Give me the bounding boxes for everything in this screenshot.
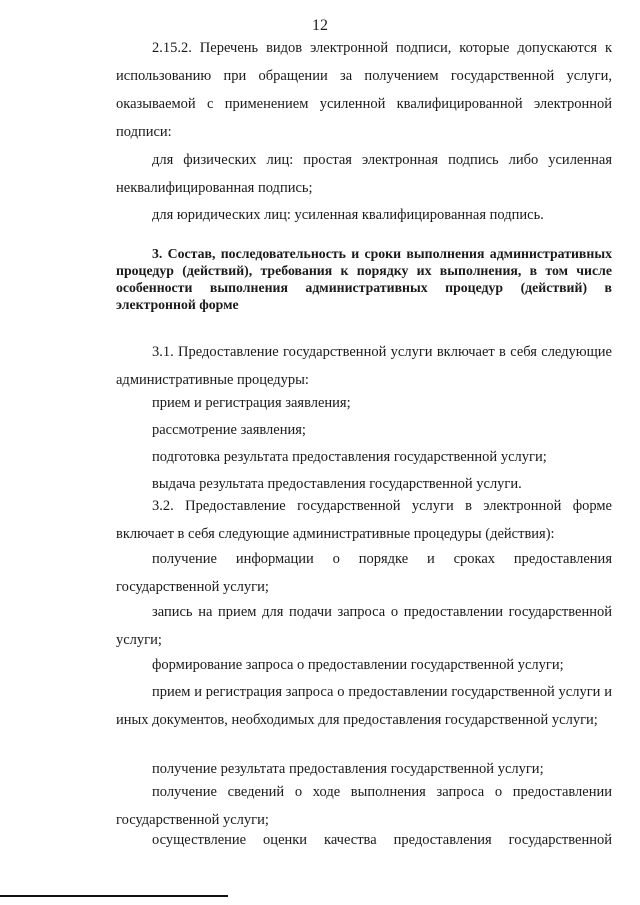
footnote-separator-line: [0, 895, 228, 897]
list-item: формирование запроса о предоставлении государственной услуги;: [152, 657, 564, 673]
list-item: подготовка результата предоставления государственной услуги;: [152, 449, 547, 465]
section-3-heading: 3. Состав, последовательность и сроки выполнения административных процедур (действий), требования к порядку их выполнения, в том числе особенности выполнения административных процедур (действий) в электронной форме: [116, 246, 612, 312]
list-item: получение информации о порядке и сроках предоставления государственной услуги;: [116, 551, 612, 595]
list-item: рассмотрение заявления;: [152, 422, 306, 438]
list-item: выдача результата предоставления государственной услуги.: [152, 476, 522, 492]
page-number: 12: [312, 17, 328, 34]
list-item: прием и регистрация запроса о предоставлении государственной услуги и иных документов, необходимых для предоставления государственной услуги;: [116, 684, 612, 728]
list-item: прием и регистрация заявления;: [152, 395, 351, 411]
paragraph-legal-entities: для юридических лиц: усиленная квалифицированная подпись.: [152, 207, 544, 223]
paragraph-2-15-2: 2.15.2. Перечень видов электронной подписи, которые допускаются к использованию при обращении за получением государственной услуги, оказываемой с применением усиленной квалифицированной электронной подписи:: [116, 40, 612, 140]
list-item: получение результата предоставления государственной услуги;: [152, 761, 544, 777]
list-item: получение сведений о ходе выполнения запроса о предоставлении государственной услуги;: [116, 784, 612, 828]
list-item: запись на прием для подачи запроса о предоставлении государственной услуги;: [116, 604, 612, 648]
paragraph-3-2: 3.2. Предоставление государственной услуги в электронной форме включает в себя следующие административные процедуры (действия):: [116, 498, 612, 542]
paragraph-individuals: для физических лиц: простая электронная подпись либо усиленная неквалифицированная подпись;: [116, 152, 612, 196]
list-item: осуществление оценки качества предоставления государственной: [152, 832, 612, 848]
paragraph-3-1: 3.1. Предоставление государственной услуги включает в себя следующие административные процедуры:: [116, 344, 612, 388]
